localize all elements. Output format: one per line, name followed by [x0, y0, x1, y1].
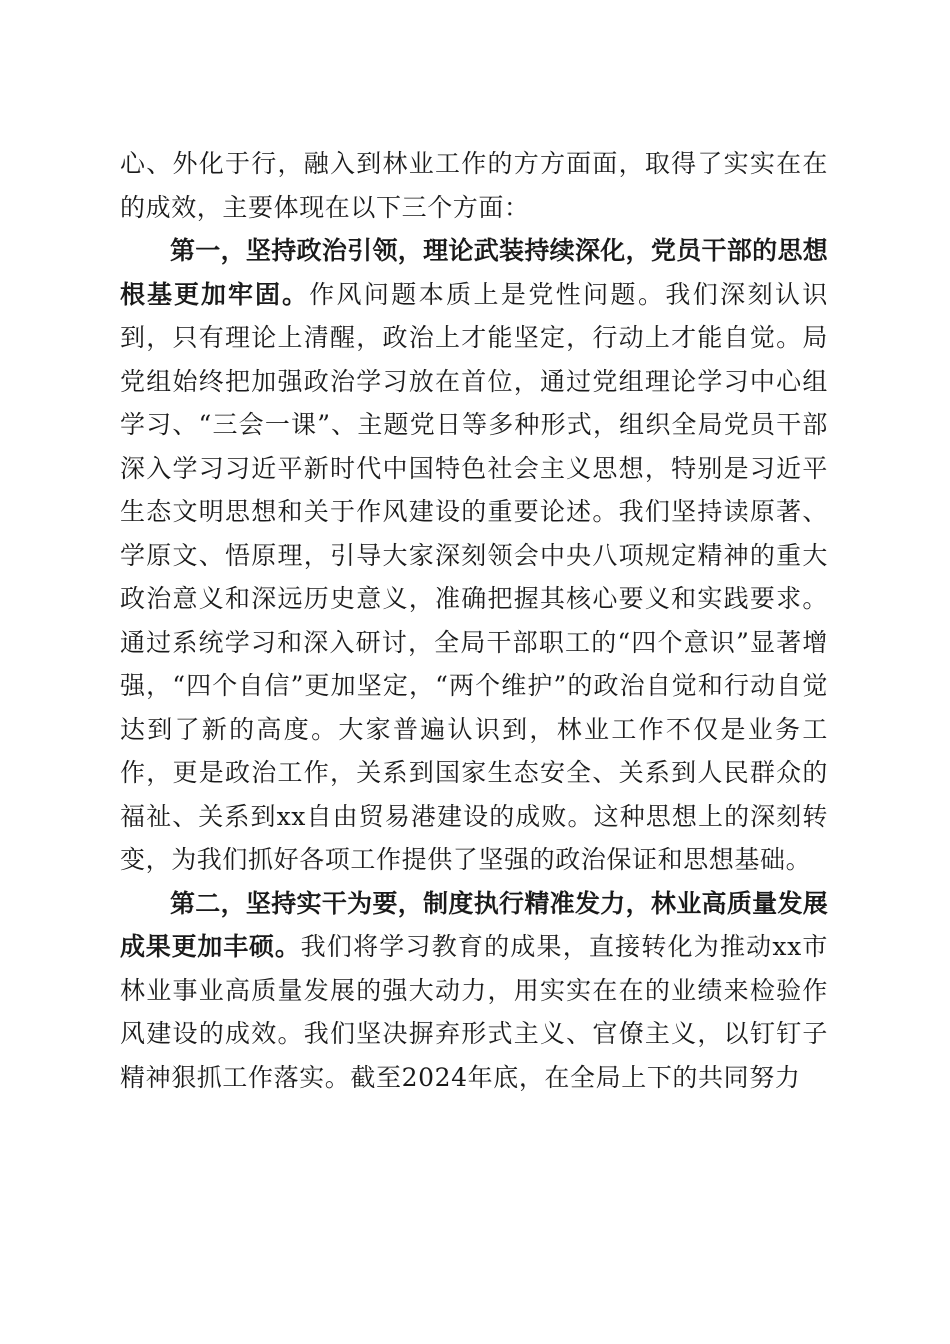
paragraph-heading: 第二，坚持实干为要，制度执行精准发力，林业高质量发展成果更加丰硕。: [120, 888, 828, 961]
paragraph-heading: 第一，坚持政治引领，理论武装持续深化，党员干部的思想根基更加牢固。: [120, 236, 828, 309]
paragraph-continuation: [120, 142, 828, 229]
paragraph-text: 作风问题本质上是党性问题。我们深刻认识到，只有理论上清醒，政治上才能坚定，行动上才能自觉。局党组始终把加强政治学习放在首位，通过党组理论学习中心组学习、“三会一课”、主题党日等多种形式，组织全局党员干部深入学习习近平新时代中国特色社会主义思想，特别是习近平生态文明思想和关于作风建设的重要论述。我们坚持读原著、学原文、悟原理，引导大家深刻领会中央八项规定精神的重大政治意义和深远历史意义，准确把握其核心要义和实践要求。通过系统学习和深入研讨，全局干部职工的“四个意识”显著增强，“四个自信”更加坚定，“两个维护”的政治自觉和行动自觉达到了新的高度。大家普遍认识到，林业工作不仅是业务工作，更是政治工作，关系到国家生态安全、关系到人民群众的福祉、关系到xx自由贸易港建设的成败。这种思想上的深刻转变，为我们抓好各项工作提供了坚强的政治保证和思想基础。: [120, 279, 828, 874]
paragraph-second-point: [120, 882, 828, 1100]
paragraph-text: 心、外化于行，融入到林业工作的方方面面，取得了实实在在的成效，主要体现在以下三个方面：: [120, 149, 828, 222]
paragraph-first-point: [120, 229, 828, 882]
document-body: [120, 142, 828, 1099]
paragraph-text: 我们将学习教育的成果，直接转化为推动xx市林业事业高质量发展的强大动力，用实实在在的业绩来检验作风建设的成效。我们坚决摒弃形式主义、官僚主义，以钉钉子精神狠抓工作落实。截至2024年底，在全局上下的共同努力: [120, 932, 828, 1092]
